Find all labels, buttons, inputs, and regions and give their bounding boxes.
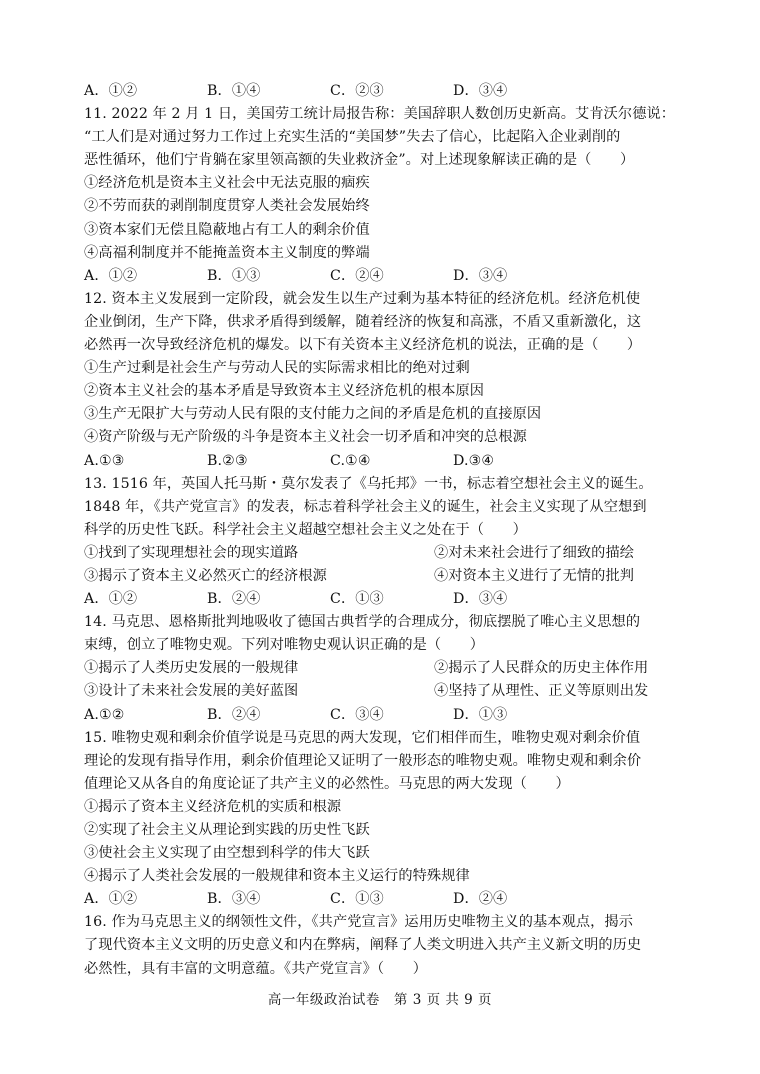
- option-c: C．①③: [330, 591, 384, 608]
- option-d: D.③④: [453, 452, 495, 469]
- option-c: C．②③: [330, 83, 384, 99]
- question-14: [84, 611, 694, 726]
- question-stem-line: 企业倒闭，生产下降，供求矛盾得到缓解，随着经济的恢复和高涨，不盾又重新激化，这: [84, 313, 642, 330]
- question-12: [84, 288, 694, 473]
- question-stem-line: 了现代资本主义文明的历史意义和内在弊病，阐释了人类文明进入共产主义新文明的历史: [84, 937, 642, 954]
- q15-options: [84, 888, 694, 911]
- option-b: B．①④: [207, 83, 261, 99]
- q13-options: [84, 588, 694, 611]
- question-stem-line: 值理论又从各自的角度论证了共产主义的必然性。马克思的两大发现（ ）: [84, 775, 570, 792]
- statement-item: ①找到了实现理想社会的现实道路: [84, 544, 299, 561]
- statement-item: ③资本家们无偿且隐蔽地占有工人的剩余价值: [84, 221, 370, 238]
- option-a: A．①②: [84, 83, 138, 99]
- statement-item: ②对未来社会进行了细致的描绘: [434, 544, 635, 561]
- statement-item: ④高福利制度并不能掩盖资本主义制度的弊端: [84, 244, 370, 261]
- q12-options: [84, 450, 694, 473]
- statement-item: ③揭示了资本主义必然灭亡的经济根源: [84, 567, 327, 584]
- question-stem-line: 理论的发现有指导作用，剩余价值理论又证明了一般形态的唯物史观。唯物史观和剩余价: [84, 752, 642, 769]
- statement-row: [84, 680, 694, 703]
- option-b: B．③④: [207, 891, 261, 908]
- statement-item: ④对资本主义进行了无情的批判: [434, 567, 635, 584]
- statement-item: ④资产阶级与无产阶级的斗争是资本主义社会一切矛盾和冲突的总根源: [84, 429, 527, 446]
- option-c: C.①④: [330, 452, 371, 469]
- question-stem-line: 13. 1516 年，英国人托马斯・莫尔发表了《乌托邦》一书，标志着空想社会主义的诞生。: [84, 475, 653, 492]
- option-c: C．③④: [330, 706, 384, 723]
- question-stem-line: 必然再一次导致经济危机的爆发。以下有关资本主义经济危机的说法，正确的是（ ）: [84, 337, 642, 354]
- question-stem-line: “工人们是对通过努力工作过上充实生活的“美国梦”失去了信心，比起陷入企业剥削的: [84, 129, 621, 146]
- statement-row: [84, 565, 694, 588]
- exam-page: [84, 80, 694, 981]
- statement-item: ②不劳而获的剥削制度贯穿人类社会发展始终: [84, 198, 370, 215]
- option-b: B．①③: [207, 267, 261, 284]
- option-a: A．①②: [84, 591, 138, 608]
- question-stem-line: 15. 唯物史观和剩余价值学说是马克思的两大发现，它们相伴而生，唯物史观对剩余价值: [84, 729, 641, 746]
- option-d: D．②④: [453, 891, 508, 908]
- statement-item: ④揭示了人类社会发展的一般规律和资本主义运行的特殊规律: [84, 868, 470, 885]
- question-stem-line: 1848 年，《共产党宣言》的发表，标志着科学社会主义的诞生，社会主义实现了从空想到: [84, 498, 647, 515]
- statement-item: ④坚持了从理性、正义等原则出发: [434, 683, 649, 700]
- option-c: C．①③: [330, 891, 384, 908]
- question-13: [84, 473, 694, 612]
- question-stem-line: 恶性循环，他们宁肯躺在家里领高额的失业救济金”。对上述现象解读正确的是（ ）: [84, 152, 635, 169]
- q14-options: [84, 704, 694, 727]
- option-a: A.①③: [84, 452, 125, 469]
- question-stem-line: 12. 资本主义发展到一定阶段，就会发生以生产过剩为基本特征的经济危机。经济危机使: [84, 290, 641, 307]
- page-footer: 高一年级政治试卷 第 3 页 共 9 页: [267, 992, 493, 1008]
- question-stem-line: 科学的历史性飞跃。科学社会主义超越空想社会主义之处在于（ ）: [84, 521, 527, 538]
- option-a: A．①②: [84, 267, 138, 284]
- q11-options: [84, 265, 694, 288]
- option-d: D．③④: [453, 267, 508, 284]
- question-stem-line: 16. 作为马克思主义的纲领性文件，《共产党宣言》运用历史唯物主义的基本观点，揭示: [84, 914, 634, 931]
- option-d: D．③④: [453, 83, 508, 99]
- question-stem-line: 14. 马克思、恩格斯批判地吸收了德国古典哲学的合理成分，彻底摆脱了唯心主义思想的: [84, 614, 641, 631]
- statement-item: ②揭示了人民群众的历史主体作用: [434, 660, 649, 677]
- q10-options: [84, 80, 694, 103]
- statement-item: ①揭示了资本主义经济危机的实质和根源: [84, 798, 342, 815]
- option-b: B．②④: [207, 706, 261, 723]
- option-b: B.②③: [207, 452, 248, 469]
- question-stem-line: 11. 2022 年 2 月 1 日，美国劳工统计局报告称：美国辞职人数创历史新高。艾肯沃尔德说：: [84, 106, 676, 123]
- statement-item: ①生产过剩是社会生产与劳动人民的实际需求相比的绝对过剩: [84, 360, 470, 377]
- statement-row: [84, 542, 694, 565]
- statement-item: ①揭示了人类历史发展的一般规律: [84, 660, 299, 677]
- statement-item: ①经济危机是资本主义社会中无法克服的痼疾: [84, 175, 370, 192]
- statement-item: ③设计了未来社会发展的美好蓝图: [84, 683, 299, 700]
- question-16: [84, 911, 694, 980]
- option-c: C．②④: [330, 267, 384, 284]
- option-a: A.①②: [84, 706, 125, 723]
- option-a: A．①②: [84, 891, 138, 908]
- option-b: B．②④: [207, 591, 261, 608]
- option-d: D．①③: [453, 706, 508, 723]
- option-d: D．③④: [453, 591, 508, 608]
- statement-item: ②实现了社会主义从理论到实践的历史性飞跃: [84, 822, 370, 838]
- statement-item: ②资本主义社会的基本矛盾是导致资本主义经济危机的根本原因: [84, 383, 485, 400]
- statement-item: ③生产无限扩大与劳动人民有限的支付能力之间的矛盾是危机的直接原因: [84, 406, 542, 423]
- question-stem-line: 束缚，创立了唯物史观。下列对唯物史观认识正确的是（ ）: [84, 637, 485, 654]
- statement-row: [84, 657, 694, 680]
- statement-item: ③使社会主义实现了由空想到科学的伟大飞跃: [84, 845, 370, 862]
- question-stem-line: 必然性，具有丰富的文明意蕴。《共产党宣言》（ ）: [84, 960, 427, 977]
- question-15: [84, 727, 694, 912]
- question-11: [84, 103, 694, 288]
